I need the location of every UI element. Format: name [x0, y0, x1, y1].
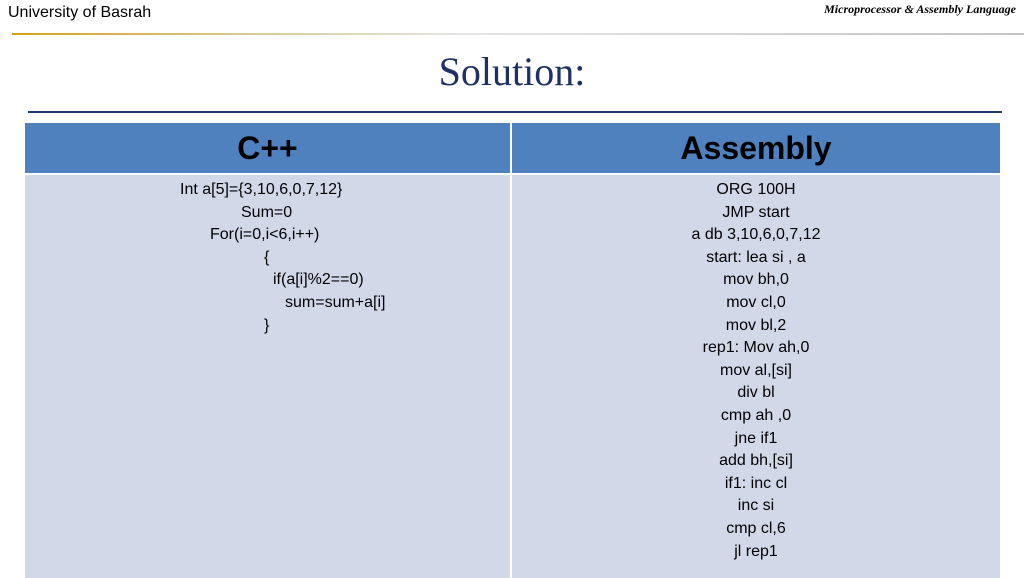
title-rule — [28, 111, 1002, 113]
column-header-cpp: C++ — [25, 123, 510, 173]
code-line: jl rep1 — [734, 542, 778, 560]
code-line: mov bh,0 — [723, 271, 789, 289]
code-line: JMP start — [722, 203, 790, 221]
code-line: For(i=0,i<6,i++) — [210, 226, 320, 244]
code-line: ORG 100H — [716, 181, 796, 198]
code-line: { — [264, 248, 270, 266]
header-institution: University of Basrah — [8, 4, 152, 21]
code-line: mov al,[si] — [719, 361, 792, 379]
code-line: Sum=0 — [241, 203, 293, 221]
header-divider — [12, 33, 1024, 35]
code-line: mov bl,2 — [725, 316, 787, 334]
slide-title: Solution: — [438, 49, 586, 94]
code-line: } — [264, 316, 270, 334]
code-line: a db 3,10,6,0,7,12 — [691, 226, 821, 244]
code-line: mov cl,0 — [726, 293, 786, 311]
comparison-table — [25, 123, 1000, 576]
code-line: cmp ah ,0 — [720, 406, 792, 424]
cpp-code-cell — [25, 175, 510, 578]
code-line: div bl — [737, 384, 775, 402]
code-line: if(a[i]%2==0) — [273, 271, 364, 289]
code-line: jne if1 — [734, 429, 778, 447]
code-line: Int a[5]={3,10,6,0,7,12} — [180, 181, 343, 198]
column-header-assembly: Assembly — [512, 123, 1000, 173]
code-line: if1: inc cl — [724, 474, 788, 492]
code-line: sum=sum+a[i] — [285, 293, 386, 311]
code-line: start: lea si , a — [706, 248, 806, 266]
header-course-title: Microprocessor & Assembly Language — [824, 2, 1016, 16]
code-line: rep1: Mov ah,0 — [702, 339, 810, 357]
code-line: add bh,[si] — [719, 452, 793, 470]
code-line: cmp cl,6 — [726, 519, 786, 537]
code-line: inc si — [737, 497, 775, 515]
